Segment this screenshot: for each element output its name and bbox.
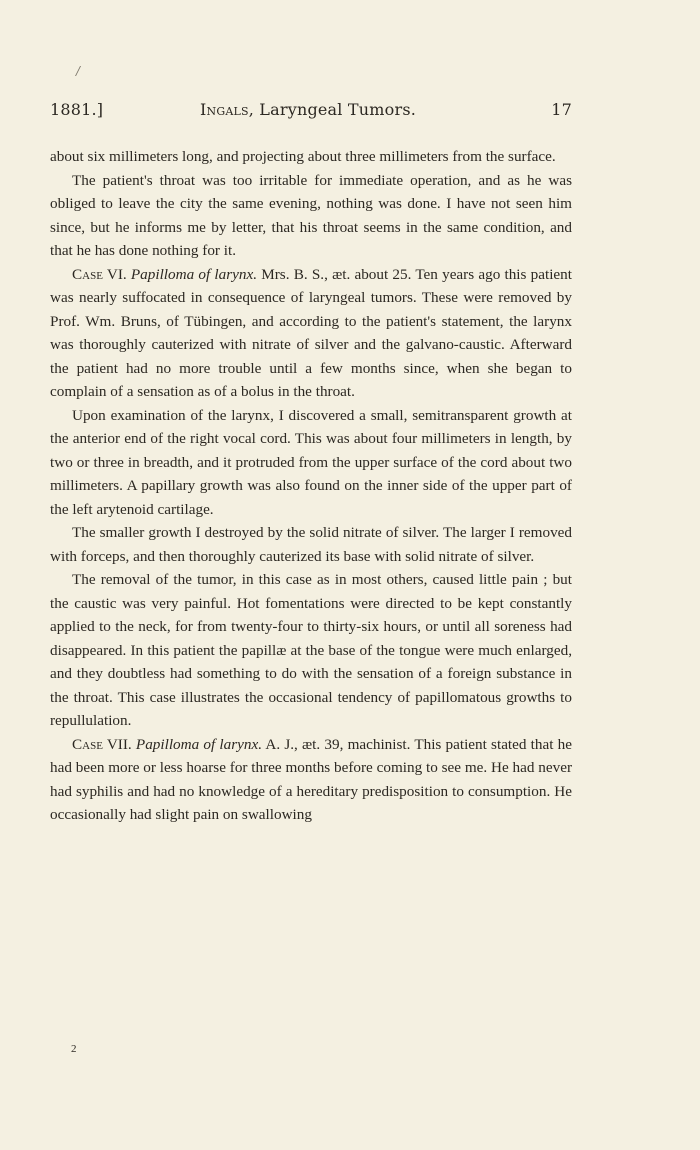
case-title: Papilloma of larynx. <box>130 265 258 283</box>
header-author: Ingals <box>200 100 249 119</box>
paragraph-continuation: about six millimeters long, and projecting about three millimeters from the surface. <box>50 148 556 165</box>
paragraph-case-6 <box>50 263 572 404</box>
case-label: Case VII. <box>72 735 132 753</box>
header-year: 1881.] <box>50 100 104 119</box>
header-title <box>200 100 416 119</box>
case-text: Mrs. B. S., æt. about 25. Ten years ago this patient was nearly suffocated in consequence of laryngeal tumors. These were removed by Prof. Wm. Bruns, of Tübingen, and according to the patient's statement, the larynx was thoroughly cauterized with nitrate of silver and the galvano-caustic. Afterward the patient had no more trouble until a few months since, when she began to complain of a sensation as of a bolus in the throat. <box>50 265 572 400</box>
case-title: Papilloma of larynx. <box>135 735 263 753</box>
paragraph: The smaller growth I destroyed by the solid nitrate of silver. The larger I removed with forceps, and then thoroughly cauterized its base with solid nitrate of silver. <box>50 524 572 565</box>
paragraph: The removal of the tumor, in this case as in most others, caused little pain ; but the caustic was very painful. Hot fomentations were directed to be kept constantly applied to the neck, for from twenty-four to thirty-six hours, or until all soreness had disappeared. In this patient the papillæ at the base of the tongue were much enlarged, and they doubtless had something to do with the sensation of a foreign substance in the throat. This case illustrates the occasional tendency of papillomatous growths to repullulation. <box>50 571 572 729</box>
stray-mark: / <box>76 64 81 78</box>
body-text <box>50 145 572 827</box>
paragraph: The patient's throat was too irritable for immediate operation, and as he was obliged to leave the city the same evening, nothing was done. I have not seen him since, but he informs me by letter, that his throat seems in the same condition, and that he has done nothing for it. <box>50 171 572 259</box>
signature-mark: 2 <box>71 1043 77 1055</box>
paragraph-case-7 <box>50 733 572 827</box>
paragraph: Upon examination of the larynx, I discovered a small, semitransparent growth at the anterior end of the right vocal cord. This was about four millimeters in length, by two or three in breadth, and it protruded from the upper surface of the cord about two millimeters. A papillary growth was also found on the inner side of the upper part of the left arytenoid cartilage. <box>50 406 572 518</box>
running-header <box>50 100 572 126</box>
case-text: A. J., æt. 39, machinist. This patient stated that he had been more or less hoarse for three months before coming to see me. He had never had syphilis and had no knowledge of a hereditary predisposition to consumption. He occasionally had slight pain on swallowing <box>50 735 572 823</box>
header-article-title: , Laryngeal Tumors. <box>248 100 417 119</box>
page-number: 17 <box>551 100 572 119</box>
case-label: Case VI. <box>72 265 127 283</box>
